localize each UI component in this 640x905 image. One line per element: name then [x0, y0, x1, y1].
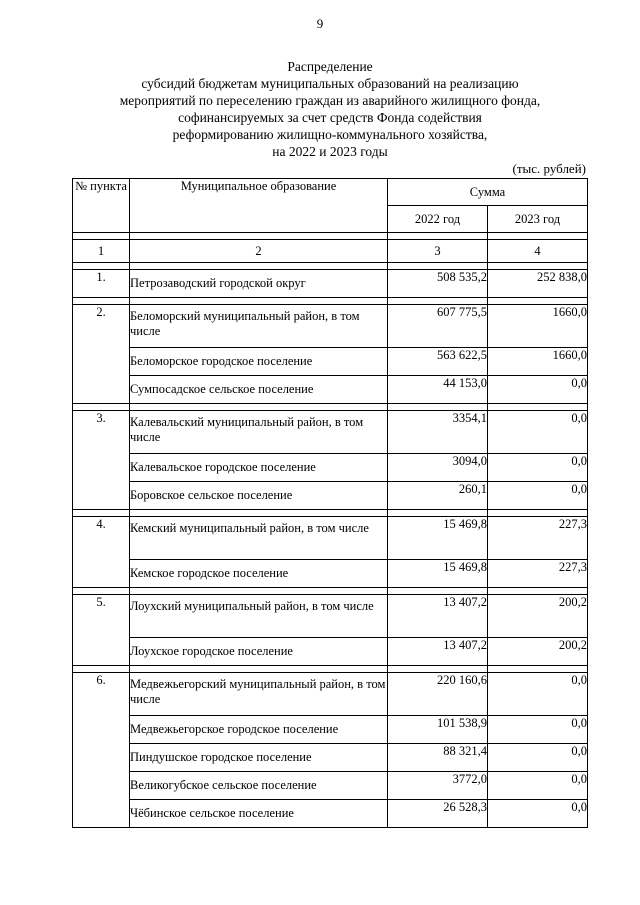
amount-2023: 0,0 — [488, 482, 588, 510]
amount-2023: 0,0 — [488, 411, 588, 454]
header-num: № пункта — [73, 179, 130, 233]
table-row — [73, 305, 588, 348]
title-line: Распределение — [287, 59, 373, 74]
amount-2022: 13 407,2 — [388, 595, 488, 638]
amount-2023: 0,0 — [488, 454, 588, 482]
row-number: 4. — [73, 517, 130, 588]
title-line: реформированию жилищно-коммунального хозяйства, — [172, 127, 488, 142]
table-row — [73, 772, 588, 800]
header-2023: 2023 год — [488, 206, 588, 233]
amount-2022: 44 153,0 — [388, 376, 488, 404]
table-row — [73, 595, 588, 638]
row-number: 6. — [73, 673, 130, 828]
column-number: 3 — [388, 240, 488, 263]
amount-2023: 0,0 — [488, 716, 588, 744]
municipality-name: Петрозаводский городской округ — [130, 270, 388, 298]
amount-2022: 13 407,2 — [388, 638, 488, 666]
amount-2023: 0,0 — [488, 376, 588, 404]
municipality-name: Калевальское городское поселение — [130, 454, 388, 482]
municipality-name: Калевальский муниципальный район, в том числе — [130, 411, 388, 454]
title-line: на 2022 и 2023 годы — [272, 144, 388, 159]
municipality-name: Пиндушское городское поселение — [130, 744, 388, 772]
title-line: софинансируемых за счет средств Фонда содействия — [178, 110, 482, 125]
table-row — [73, 744, 588, 772]
amount-2022: 15 469,8 — [388, 517, 488, 560]
table-row — [73, 560, 588, 588]
table-body — [73, 263, 588, 828]
row-number: 5. — [73, 595, 130, 666]
amount-2023: 0,0 — [488, 800, 588, 828]
table-row — [73, 454, 588, 482]
header-2022: 2022 год — [388, 206, 488, 233]
municipality-name: Великогубское сельское поселение — [130, 772, 388, 800]
amount-2022: 607 775,5 — [388, 305, 488, 348]
table-row — [73, 673, 588, 716]
amount-2023: 0,0 — [488, 744, 588, 772]
table-row — [73, 716, 588, 744]
table-row — [73, 411, 588, 454]
table-header — [73, 179, 588, 263]
municipality-name: Лоухское городское поселение — [130, 638, 388, 666]
municipality-name: Кемский муниципальный район, в том числе — [130, 517, 388, 560]
municipality-name: Лоухский муниципальный район, в том числе — [130, 595, 388, 638]
row-number: 2. — [73, 305, 130, 404]
amount-2022: 15 469,8 — [388, 560, 488, 588]
amount-2022: 101 538,9 — [388, 716, 488, 744]
title-line: субсидий бюджетам муниципальных образований на реализацию — [141, 76, 519, 91]
column-numbers-row — [73, 240, 588, 263]
header-sum: Сумма — [388, 179, 588, 206]
municipality-name: Кемское городское поселение — [130, 560, 388, 588]
amount-2023: 227,3 — [488, 560, 588, 588]
column-number: 2 — [130, 240, 388, 263]
amount-2022: 563 622,5 — [388, 348, 488, 376]
amount-2023: 1660,0 — [488, 305, 588, 348]
amount-2023: 252 838,0 — [488, 270, 588, 298]
table-row — [73, 517, 588, 560]
amount-2022: 3094,0 — [388, 454, 488, 482]
page-number: 9 — [316, 16, 324, 31]
header-name: Муниципальное образование — [130, 179, 388, 233]
table-row — [73, 638, 588, 666]
title-line: мероприятий по переселению граждан из аварийного жилищного фонда, — [119, 93, 541, 108]
row-number: 1. — [73, 270, 130, 298]
column-number: 4 — [488, 240, 588, 263]
municipality-name: Чёбинское сельское поселение — [130, 800, 388, 828]
municipality-name: Сумпосадское сельское поселение — [130, 376, 388, 404]
municipality-name: Боровское сельское поселение — [130, 482, 388, 510]
amount-2022: 88 321,4 — [388, 744, 488, 772]
municipality-name: Медвежьегорский муниципальный район, в том числе — [130, 673, 388, 716]
table-row — [73, 482, 588, 510]
amount-2022: 508 535,2 — [388, 270, 488, 298]
municipality-name: Беломорский муниципальный район, в том числе — [130, 305, 388, 348]
table-row — [73, 800, 588, 828]
row-number: 3. — [73, 411, 130, 510]
amount-2022: 3772,0 — [388, 772, 488, 800]
amount-2022: 3354,1 — [388, 411, 488, 454]
column-number: 1 — [73, 240, 130, 263]
amount-2022: 260,1 — [388, 482, 488, 510]
amount-2023: 200,2 — [488, 638, 588, 666]
document-title — [70, 58, 590, 160]
amount-2023: 227,3 — [488, 517, 588, 560]
municipality-name: Медвежьегорское городское поселение — [130, 716, 388, 744]
table-row — [73, 348, 588, 376]
units-note: (тыс. рублей) — [512, 161, 586, 176]
subsidy-table — [72, 178, 588, 828]
municipality-name: Беломорское городское поселение — [130, 348, 388, 376]
amount-2023: 1660,0 — [488, 348, 588, 376]
amount-2022: 26 528,3 — [388, 800, 488, 828]
table-row — [73, 376, 588, 404]
table-row — [73, 270, 588, 298]
amount-2023: 0,0 — [488, 772, 588, 800]
amount-2023: 0,0 — [488, 673, 588, 716]
amount-2022: 220 160,6 — [388, 673, 488, 716]
amount-2023: 200,2 — [488, 595, 588, 638]
